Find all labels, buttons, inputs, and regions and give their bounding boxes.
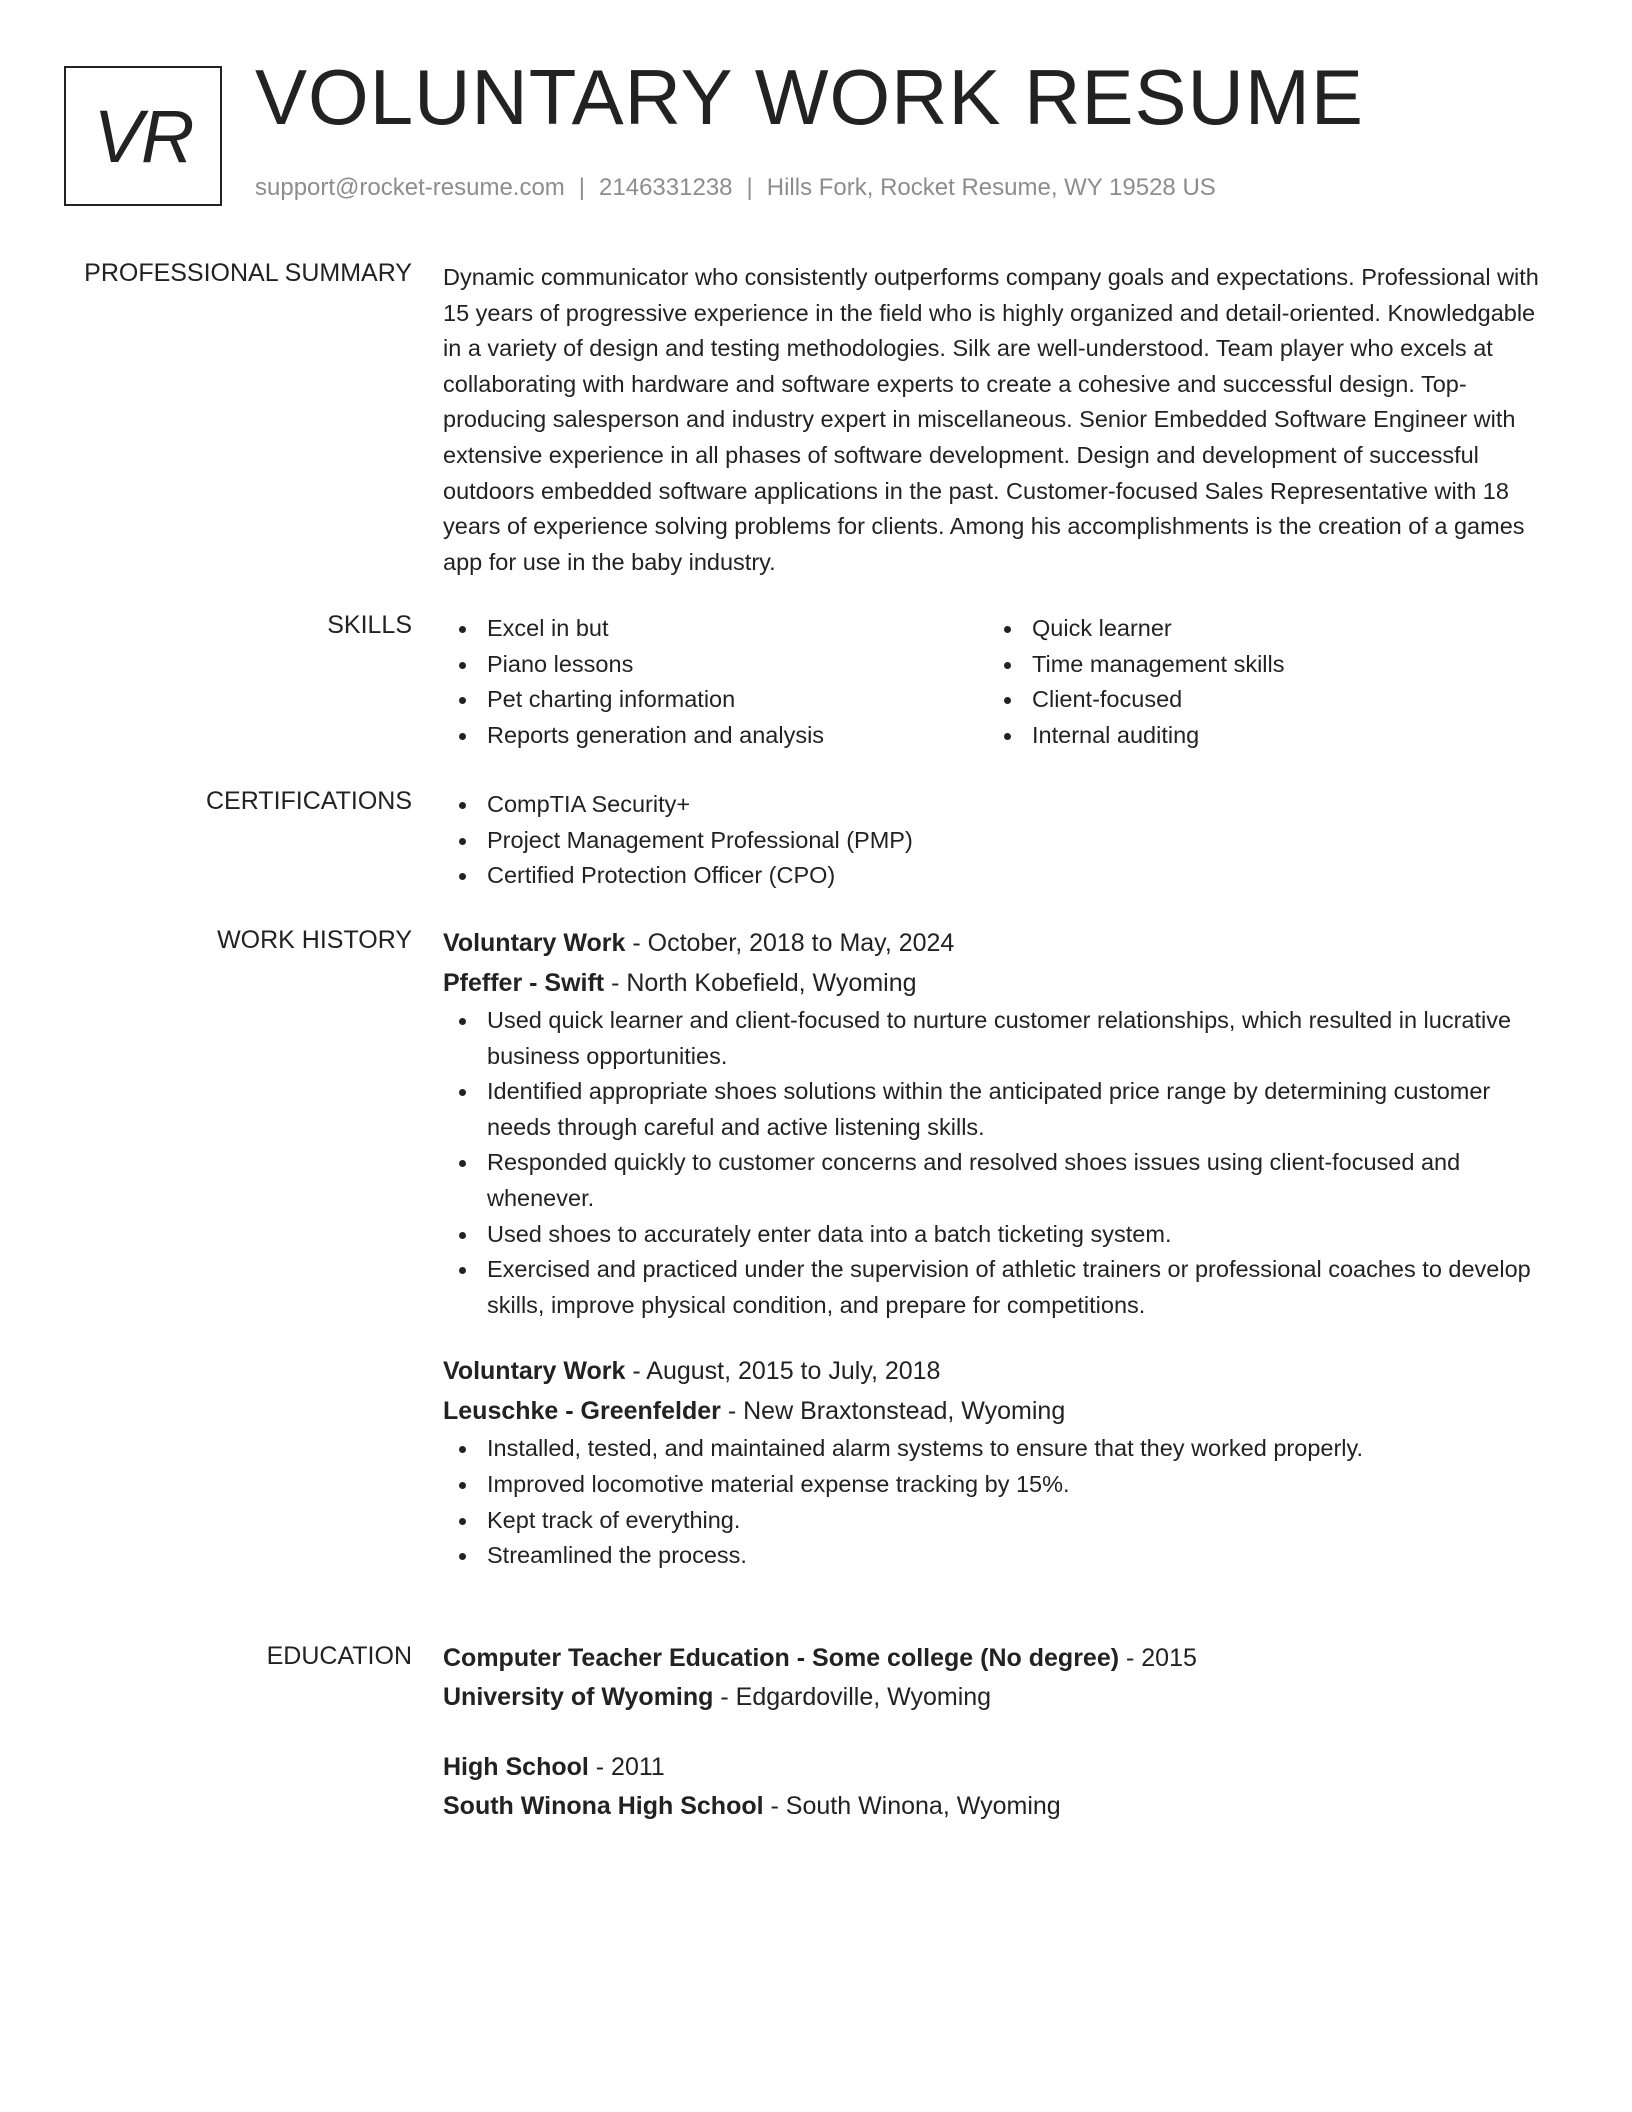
job-bullets bbox=[443, 1003, 1553, 1323]
list-item: Streamlined the process. bbox=[443, 1538, 1553, 1574]
list-item: Used shoes to accurately enter data into a batch ticketing system. bbox=[443, 1217, 1553, 1253]
list-item: Improved locomotive material expense tracking by 15%. bbox=[443, 1467, 1553, 1503]
education-school: University of Wyoming bbox=[443, 1683, 714, 1711]
list-item: Installed, tested, and maintained alarm systems to ensure that they worked properly. bbox=[443, 1431, 1553, 1467]
section-heading-certifications: CERTIFICATIONS bbox=[205, 787, 412, 815]
job-dates: - October, 2018 to May, 2024 bbox=[625, 929, 955, 957]
list-item: Pet charting information bbox=[443, 682, 988, 718]
list-item: CompTIA Security+ bbox=[443, 787, 1553, 823]
certifications-list bbox=[443, 787, 1553, 894]
education-entry bbox=[443, 1639, 1553, 1717]
list-item: Piano lessons bbox=[443, 647, 988, 683]
job-org-line bbox=[443, 1391, 1553, 1431]
education-school-line bbox=[443, 1787, 1553, 1826]
contact-email: support@rocket-resume.com bbox=[255, 174, 565, 201]
list-item: Reports generation and analysis bbox=[443, 718, 988, 754]
job-bullets bbox=[443, 1431, 1553, 1573]
contact-separator: | bbox=[578, 174, 586, 201]
job-title: Voluntary Work bbox=[443, 1357, 626, 1386]
education-body bbox=[443, 1639, 1553, 1826]
list-item: Responded quickly to customer concerns and resolved shoes issues using client-focused and whenever. bbox=[443, 1145, 1553, 1216]
certifications-body bbox=[443, 787, 1553, 894]
job-title-line bbox=[443, 1351, 1553, 1391]
education-location: - Edgardoville, Wyoming bbox=[713, 1683, 992, 1711]
section-heading-skills: SKILLS bbox=[327, 611, 412, 639]
education-degree: Computer Teacher Education - Some college (No degree) bbox=[443, 1644, 1120, 1672]
section-heading-education: EDUCATION bbox=[266, 1642, 412, 1670]
section-heading-summary: PROFESSIONAL SUMMARY bbox=[84, 259, 412, 287]
education-school-line bbox=[443, 1678, 1553, 1717]
skills-list-right bbox=[988, 611, 1533, 753]
job-dates: - August, 2015 to July, 2018 bbox=[625, 1357, 941, 1386]
list-item: Exercised and practiced under the supervision of athletic trainers or professional coaches to develop skills, improve physical condition, and prepare for competitions. bbox=[443, 1252, 1553, 1323]
education-degree: High School bbox=[443, 1753, 589, 1781]
skills-list-left bbox=[443, 611, 988, 753]
education-school: South Winona High School bbox=[443, 1792, 764, 1820]
list-item: Quick learner bbox=[988, 611, 1533, 647]
summary-body bbox=[443, 260, 1553, 580]
education-year: - 2015 bbox=[1119, 1644, 1197, 1672]
education-degree-line bbox=[443, 1748, 1553, 1787]
list-item: Kept track of everything. bbox=[443, 1503, 1553, 1539]
education-degree-line bbox=[443, 1639, 1553, 1678]
list-item: Certified Protection Officer (CPO) bbox=[443, 858, 1553, 894]
job-location: - New Braxtonstead, Wyoming bbox=[720, 1397, 1066, 1426]
list-item: Internal auditing bbox=[988, 718, 1533, 754]
job-company: Leuschke - Greenfelder bbox=[443, 1397, 721, 1426]
education-year: - 2011 bbox=[588, 1753, 665, 1781]
resume-title: VOLUNTARY WORK RESUME bbox=[255, 53, 1364, 141]
list-item: Project Management Professional (PMP) bbox=[443, 823, 1553, 859]
job-entry bbox=[443, 1351, 1553, 1573]
contact-address: Hills Fork, Rocket Resume, WY 19528 US bbox=[766, 174, 1216, 201]
contact-separator: | bbox=[746, 174, 753, 201]
list-item: Client-focused bbox=[988, 682, 1533, 718]
contact-line bbox=[255, 174, 1216, 202]
job-location: - North Kobefield, Wyoming bbox=[604, 969, 917, 997]
job-title: Voluntary Work bbox=[443, 929, 626, 957]
skills-grid bbox=[443, 611, 1553, 753]
contact-phone: 2146331238 bbox=[599, 174, 733, 201]
work-history-body bbox=[443, 923, 1553, 1574]
education-entry bbox=[443, 1748, 1553, 1826]
job-title-line bbox=[443, 923, 1553, 963]
job-company: Pfeffer - Swift bbox=[443, 969, 605, 997]
list-item: Used quick learner and client-focused to nurture customer relationships, which resulted in lucrative business opportunities. bbox=[443, 1003, 1553, 1074]
education-location: - South Winona, Wyoming bbox=[763, 1792, 1061, 1820]
list-item: Time management skills bbox=[988, 647, 1533, 683]
job-org-line bbox=[443, 963, 1553, 1003]
skills-body bbox=[443, 611, 1553, 753]
section-heading-work-history: WORK HISTORY bbox=[217, 926, 412, 954]
summary-text: Dynamic communicator who consistently outperforms company goals and expectations. Professional with 15 years of progressive experience in the field who is highly organized and detail-oriented. Knowledgable in a variety of design and testing methodologies. Silk are well-understood. Team player who excels at collaborating with hardware and software experts to create a cohesive and successful design. Top-producing salesperson and industry expert in miscellaneous. Senior Embedded Software Engineer with extensive experience in all phases of software development. Design and development of successful outdoors embedded software applications in the past. Customer-focused Sales Representative with 18 years of experience solving problems for clients. Among his accomplishments is the creation of a games app for use in the baby industry. bbox=[443, 264, 1539, 575]
list-item: Identified appropriate shoes solutions within the anticipated price range by determining customer needs through careful and active listening skills. bbox=[443, 1074, 1553, 1145]
job-entry bbox=[443, 923, 1553, 1323]
list-item: Excel in but bbox=[443, 611, 988, 647]
monogram-logo: VR bbox=[64, 66, 222, 206]
